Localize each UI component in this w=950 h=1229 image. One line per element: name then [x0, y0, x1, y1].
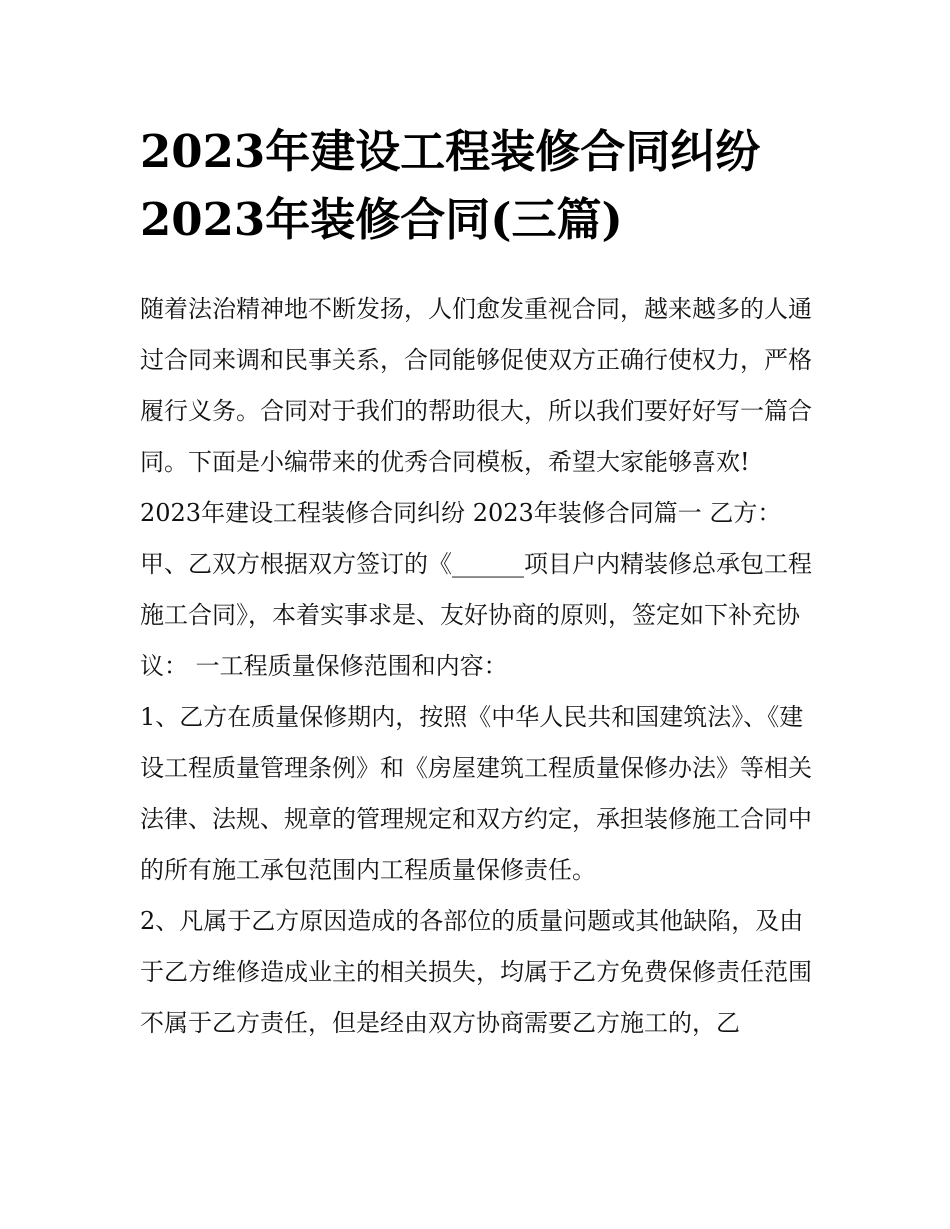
intro-paragraph: 随着法治精神地不断发扬，人们愈发重视合同，越来越多的人通过合同来调和民事关系，合同能够促使双方正确行使权力，严格履行义务。合同对于我们的帮助很大，所以我们要好好写一篇合同。下面是小编带来的优秀合同模板，希望大家能够喜欢! — [140, 295, 812, 476]
document-content — [140, 118, 820, 1049]
title-line-1: 2023年建设工程装修合同纠纷 — [140, 125, 761, 178]
clause-2-paragraph: 2、凡属于乙方原因造成的各部位的质量问题或其他缺陷，及由于乙方维修造成业主的相关损失，均属于乙方免费保修责任范围不属于乙方责任，但是经由双方协商需要乙方施工的，乙 — [140, 907, 812, 1037]
agreement-preamble-paragraph: 甲、乙双方根据双方签订的《______项目户内精装修总承包工程施工合同》，本着实事求是、友好协商的原则，签定如下补充协议： 一工程质量保修范围和内容： — [140, 550, 812, 680]
document-title — [140, 118, 820, 254]
section-heading-paragraph: 2023年建设工程装修合同纠纷 2023年装修合同篇一 乙方： — [140, 499, 782, 527]
title-line-2: 2023年装修合同(三篇) — [140, 193, 623, 246]
document-body — [140, 284, 820, 1049]
clause-1-paragraph: 1、乙方在质量保修期内，按照《中华人民共和国建筑法》、《建设工程质量管理条例》和《房屋建筑工程质量保修办法》等相关法律、法规、规章的管理规定和双方约定，承担装修施工合同中的所有施工承包范围内工程质量保修责任。 — [140, 703, 812, 884]
